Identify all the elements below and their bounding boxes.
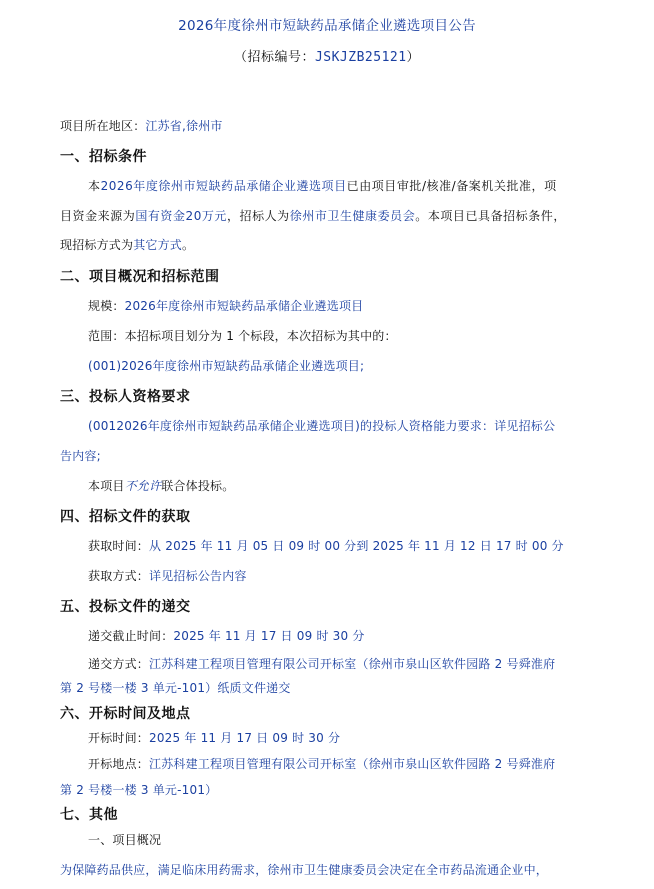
section-2-range: 范围：本招标项目划分为 1 个标段，本次招标为其中的： xyxy=(88,329,397,343)
section-7-body: 为保障药品供应，满足临床用药需求，徐州市卫生健康委员会决定在全市药品流通企业中， xyxy=(60,863,549,877)
section-3-qualification-2: 告内容; xyxy=(60,449,101,463)
section-6-heading: 六、开标时间及地点 xyxy=(60,706,191,722)
announcement-title: 2026年度徐州市短缺药品承储企业遴选项目公告 xyxy=(178,18,476,34)
section-5-method-2: 第 2 号楼一楼 3 单元-101）纸质文件递交 xyxy=(60,681,291,695)
section-2-heading: 二、项目概况和招标范围 xyxy=(60,269,220,285)
section-4-time: 获取时间：从 2025 年 11 月 05 日 09 时 00 分到 2025 年 11 月 12 日 17 时 00 分 xyxy=(88,539,564,553)
section-1-heading: 一、招标条件 xyxy=(60,149,147,165)
tender-number: JSKJZB25121 xyxy=(314,50,407,65)
section-6-time: 开标时间：2025 年 11 月 17 日 09 时 30 分 xyxy=(88,731,341,745)
section-5-deadline: 递交截止时间：2025 年 11 月 17 日 09 时 30 分 xyxy=(88,629,365,643)
section-6-place-1: 开标地点：江苏科建工程项目管理有限公司开标室（徐州市泉山区软件园路 2 号舜淮府 xyxy=(88,757,556,771)
section-1-line-1: 本2026年度徐州市短缺药品承储企业遴选项目已由项目审批/核准/备案机关批准，项 xyxy=(88,179,557,193)
section-3-qualification-1: (0012026年度徐州市短缺药品承储企业遴选项目)的投标人资格能力要求：详见招标公 xyxy=(88,419,556,433)
tender-number-suffix: ） xyxy=(406,50,421,65)
section-5-heading: 五、投标文件的递交 xyxy=(60,599,191,615)
region-label: 项目所在地区： xyxy=(60,119,146,133)
region-value: 江苏省,徐州市 xyxy=(145,119,223,133)
section-2-lot: (001)2026年度徐州市短缺药品承储企业遴选项目; xyxy=(88,359,365,373)
section-7-heading: 七、其他 xyxy=(60,807,118,823)
section-3-heading: 三、投标人资格要求 xyxy=(60,389,191,405)
section-6-place-2: 第 2 号楼一楼 3 单元-101） xyxy=(60,783,218,797)
section-7-subheading: 一、项目概况 xyxy=(88,833,162,847)
section-5-method-1: 递交方式：江苏科建工程项目管理有限公司开标室（徐州市泉山区软件园路 2 号舜淮府 xyxy=(88,657,556,671)
announcement-subtitle xyxy=(0,46,654,65)
section-4-method: 获取方式：详见招标公告内容 xyxy=(88,569,247,583)
section-2-scale: 规模：2026年度徐州市短缺药品承储企业遴选项目 xyxy=(88,299,364,313)
section-4-heading: 四、招标文件的获取 xyxy=(60,509,191,525)
section-1-line-2: 目资金来源为国有资金20万元，招标人为徐州市卫生健康委员会。本项目已具备招标条件， xyxy=(60,209,566,223)
project-region xyxy=(60,117,223,134)
section-1-line-3: 现招标方式为其它方式。 xyxy=(60,238,195,252)
tender-number-prefix: （招标编号： xyxy=(233,50,315,65)
section-3-consortium: 本项目不允许联合体投标。 xyxy=(88,479,235,493)
